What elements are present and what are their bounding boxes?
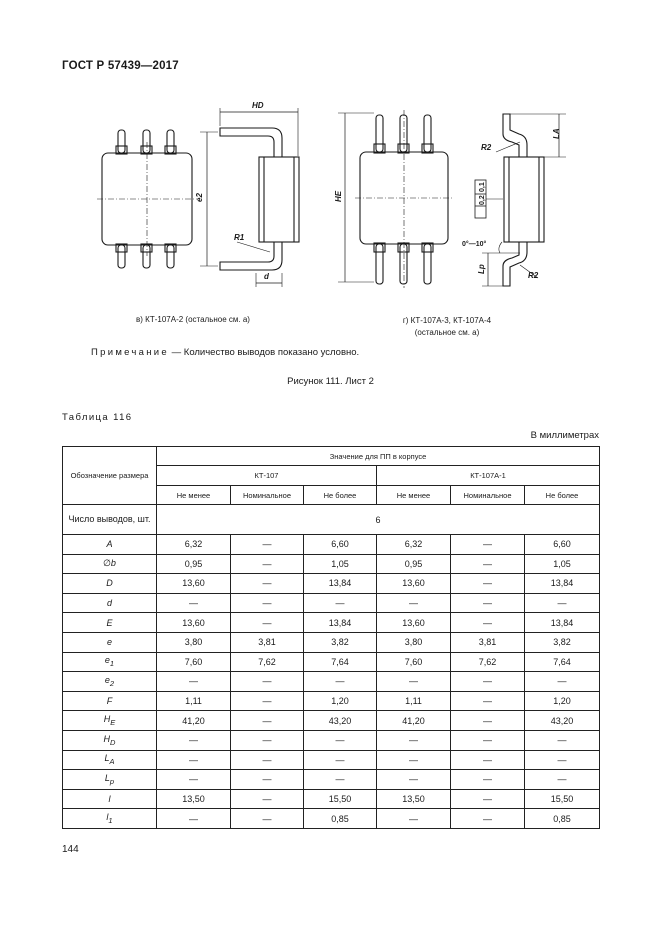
table-cell: 7,62 bbox=[451, 652, 525, 672]
table-cell: — bbox=[157, 593, 231, 613]
document-header: ГОСТ Р 57439—2017 bbox=[62, 60, 179, 72]
table-cell: — bbox=[157, 750, 231, 770]
row-symbol bbox=[63, 750, 157, 770]
table-cell: — bbox=[525, 672, 600, 692]
table-row bbox=[63, 809, 600, 829]
table-row bbox=[63, 574, 600, 594]
row-symbol-subscript: 2 bbox=[109, 678, 115, 688]
row-symbol-main: E bbox=[106, 617, 113, 628]
dim-d-label: d bbox=[264, 272, 269, 281]
row-symbol-subscript: A bbox=[109, 757, 115, 767]
row-symbol-main: H bbox=[103, 733, 111, 744]
row-symbol-main: L bbox=[104, 753, 110, 764]
table-row bbox=[63, 632, 600, 652]
figure-caption-v: в) КТ-107А-2 (остальное см. а) bbox=[136, 315, 250, 324]
table-units: В миллиметрах bbox=[530, 430, 599, 441]
figure-title: Рисунок 111. Лист 2 bbox=[287, 376, 374, 387]
note-label: Примечание bbox=[91, 347, 169, 358]
table-cell: — bbox=[157, 770, 231, 790]
table-cell: — bbox=[377, 730, 451, 750]
dim-r2-top-label: R2 bbox=[481, 143, 492, 152]
table-cell: — bbox=[231, 809, 304, 829]
table-cell: 6,60 bbox=[525, 535, 600, 555]
table-cell: 0,85 bbox=[525, 809, 600, 829]
table-cell: — bbox=[231, 535, 304, 555]
column-header-package-2: КТ-107А-1 bbox=[377, 466, 600, 486]
table-cell: — bbox=[231, 593, 304, 613]
row-symbol bbox=[63, 730, 157, 750]
dim-tol2-label: 0,2 bbox=[479, 195, 486, 205]
table-cell: 7,60 bbox=[377, 652, 451, 672]
table-cell: — bbox=[157, 730, 231, 750]
row-symbol-main: D bbox=[106, 578, 113, 589]
table-cell: 1,05 bbox=[304, 554, 377, 574]
figure-caption-g-line2: (остальное см. а) bbox=[414, 328, 480, 337]
table-cell: 6,32 bbox=[157, 535, 231, 555]
table-cell: — bbox=[231, 711, 304, 731]
row-symbol bbox=[63, 593, 157, 613]
dim-r1-label: R1 bbox=[234, 233, 245, 242]
table-cell: 7,64 bbox=[304, 652, 377, 672]
row-symbol-main: e bbox=[104, 675, 110, 686]
table-cell: 3,80 bbox=[377, 632, 451, 652]
table-cell: — bbox=[451, 554, 525, 574]
dim-hd-label: HD bbox=[252, 101, 264, 110]
figure-caption-g bbox=[372, 315, 522, 339]
table-cell: 3,80 bbox=[157, 632, 231, 652]
dim-e2-label: e2 bbox=[195, 193, 204, 202]
table-row bbox=[63, 770, 600, 790]
table-cell: — bbox=[451, 613, 525, 633]
table-cell: — bbox=[377, 672, 451, 692]
figure-caption-g-line1: г) КТ-107А-3, КТ-107А-4 bbox=[402, 316, 492, 325]
note-text: — Количество выводов показано условно. bbox=[169, 347, 360, 358]
table-cell: 0,85 bbox=[304, 809, 377, 829]
table-row bbox=[63, 789, 600, 809]
table-cell: — bbox=[451, 672, 525, 692]
row-symbol bbox=[63, 554, 157, 574]
column-header-param: Обозначение размера bbox=[63, 447, 157, 505]
row-symbol bbox=[63, 789, 157, 809]
row-symbol bbox=[63, 535, 157, 555]
dim-he-label: HE bbox=[334, 190, 343, 202]
table-cell: 15,50 bbox=[525, 789, 600, 809]
column-subheader: Не более bbox=[525, 486, 600, 505]
table-cell: 1,20 bbox=[525, 691, 600, 711]
column-header-package-1: КТ-107 bbox=[157, 466, 377, 486]
row-symbol-main: F bbox=[106, 696, 113, 707]
table-cell: 13,50 bbox=[157, 789, 231, 809]
table-cell: — bbox=[451, 691, 525, 711]
table-cell: 13,50 bbox=[377, 789, 451, 809]
dim-lp-label: Lp bbox=[477, 264, 486, 274]
row-symbol bbox=[63, 574, 157, 594]
table-cell: — bbox=[377, 809, 451, 829]
row-symbol bbox=[63, 672, 157, 692]
table-cell: — bbox=[451, 711, 525, 731]
table-cell: 13,84 bbox=[525, 574, 600, 594]
table-cell: — bbox=[525, 770, 600, 790]
row-symbol-main: e bbox=[104, 655, 110, 666]
table-cell: — bbox=[157, 672, 231, 692]
table-cell: — bbox=[525, 750, 600, 770]
table-cell: 3,81 bbox=[451, 632, 525, 652]
table-cell: — bbox=[377, 750, 451, 770]
row-symbol bbox=[63, 632, 157, 652]
table-row bbox=[63, 554, 600, 574]
table-cell: 6,32 bbox=[377, 535, 451, 555]
table-cell: 41,20 bbox=[377, 711, 451, 731]
figure-note bbox=[91, 347, 359, 358]
table-cell: — bbox=[231, 574, 304, 594]
table-cell: 0,95 bbox=[377, 554, 451, 574]
table-cell: — bbox=[451, 730, 525, 750]
table-cell: 1,05 bbox=[525, 554, 600, 574]
table-row bbox=[63, 672, 600, 692]
row-symbol-subscript: D bbox=[110, 737, 116, 747]
column-subheader: Номинальное bbox=[231, 486, 304, 505]
table-cell: — bbox=[157, 809, 231, 829]
table-cell: — bbox=[451, 789, 525, 809]
dim-angle-label: 0°—10° bbox=[462, 241, 487, 248]
table-cell: 13,84 bbox=[525, 613, 600, 633]
count-row-value: 6 bbox=[157, 505, 600, 535]
table-cell: — bbox=[231, 730, 304, 750]
row-symbol bbox=[63, 770, 157, 790]
table-cell: 13,60 bbox=[157, 613, 231, 633]
table-cell: — bbox=[304, 672, 377, 692]
table-row bbox=[63, 652, 600, 672]
dim-la-label: LA bbox=[552, 128, 561, 139]
table-cell: 3,82 bbox=[304, 632, 377, 652]
column-header-group: Значение для ПП в корпусе bbox=[157, 447, 600, 466]
table-cell: 15,50 bbox=[304, 789, 377, 809]
table-title: Таблица 116 bbox=[62, 412, 133, 423]
table-cell: — bbox=[451, 593, 525, 613]
dimensions-table bbox=[62, 446, 600, 829]
column-subheader: Номинальное bbox=[451, 486, 525, 505]
row-symbol bbox=[63, 809, 157, 829]
table-cell: 13,84 bbox=[304, 613, 377, 633]
table-cell: — bbox=[451, 750, 525, 770]
page-number: 144 bbox=[62, 844, 79, 855]
column-subheader: Не менее bbox=[157, 486, 231, 505]
table-cell: 7,62 bbox=[231, 652, 304, 672]
table-row bbox=[63, 593, 600, 613]
table-cell: — bbox=[451, 574, 525, 594]
table-row bbox=[63, 535, 600, 555]
row-symbol-subscript: E bbox=[110, 718, 116, 728]
row-symbol bbox=[63, 652, 157, 672]
package-drawings bbox=[0, 90, 661, 310]
table-cell: — bbox=[525, 593, 600, 613]
table-cell: 13,84 bbox=[304, 574, 377, 594]
table-cell: — bbox=[451, 770, 525, 790]
row-symbol-main: d bbox=[106, 598, 112, 609]
table-cell: — bbox=[304, 770, 377, 790]
table-cell: — bbox=[451, 535, 525, 555]
table-cell: — bbox=[231, 672, 304, 692]
table-cell: 7,60 bbox=[157, 652, 231, 672]
dim-r2-bottom-label: R2 bbox=[528, 271, 539, 280]
column-subheader: Не менее bbox=[377, 486, 451, 505]
table-cell: 1,11 bbox=[377, 691, 451, 711]
table-cell: 43,20 bbox=[304, 711, 377, 731]
row-symbol bbox=[63, 711, 157, 731]
table-cell: 1,20 bbox=[304, 691, 377, 711]
table-cell: 41,20 bbox=[157, 711, 231, 731]
row-symbol-subscript: p bbox=[109, 776, 115, 786]
table-body bbox=[63, 535, 600, 829]
table-cell: — bbox=[304, 593, 377, 613]
table-cell: — bbox=[525, 730, 600, 750]
table-cell: — bbox=[231, 770, 304, 790]
row-symbol bbox=[63, 691, 157, 711]
row-symbol-main: l bbox=[106, 812, 109, 823]
row-symbol-subscript: 1 bbox=[108, 816, 113, 825]
table-cell: — bbox=[231, 691, 304, 711]
row-symbol-main: e bbox=[106, 637, 112, 648]
table-row bbox=[63, 711, 600, 731]
table-cell: — bbox=[231, 613, 304, 633]
column-subheader: Не более bbox=[304, 486, 377, 505]
table-cell: — bbox=[451, 809, 525, 829]
table-cell: 3,81 bbox=[231, 632, 304, 652]
row-symbol-main: l bbox=[108, 794, 111, 805]
table-cell: — bbox=[231, 789, 304, 809]
drawing-v-top-view bbox=[97, 130, 198, 268]
table-row bbox=[63, 750, 600, 770]
table-row bbox=[63, 691, 600, 711]
drawing-v-side-view bbox=[200, 108, 299, 287]
table-row bbox=[63, 613, 600, 633]
table-cell: 7,64 bbox=[525, 652, 600, 672]
row-symbol-main: ∅b bbox=[103, 558, 116, 569]
table-cell: 13,60 bbox=[377, 613, 451, 633]
drawing-g-top-view bbox=[338, 110, 454, 288]
table-cell: 1,11 bbox=[157, 691, 231, 711]
table-cell: 6,60 bbox=[304, 535, 377, 555]
table-cell: — bbox=[304, 750, 377, 770]
table-row bbox=[63, 730, 600, 750]
table-cell: 43,20 bbox=[525, 711, 600, 731]
table-cell: — bbox=[231, 554, 304, 574]
table-cell: 3,82 bbox=[525, 632, 600, 652]
table-cell: — bbox=[377, 593, 451, 613]
row-symbol-main: A bbox=[106, 539, 113, 550]
row-symbol-main: L bbox=[104, 773, 110, 784]
dim-tol1-label: 0,1 bbox=[479, 182, 486, 192]
row-symbol bbox=[63, 613, 157, 633]
row-symbol-subscript: 1 bbox=[109, 659, 115, 669]
table-cell: 13,60 bbox=[157, 574, 231, 594]
table-cell: — bbox=[304, 730, 377, 750]
count-row-label: Число выводов, шт. bbox=[63, 505, 157, 535]
row-symbol-main: H bbox=[103, 714, 111, 725]
table-cell: 13,60 bbox=[377, 574, 451, 594]
table-cell: 0,95 bbox=[157, 554, 231, 574]
table-cell: — bbox=[231, 750, 304, 770]
table-cell: — bbox=[377, 770, 451, 790]
